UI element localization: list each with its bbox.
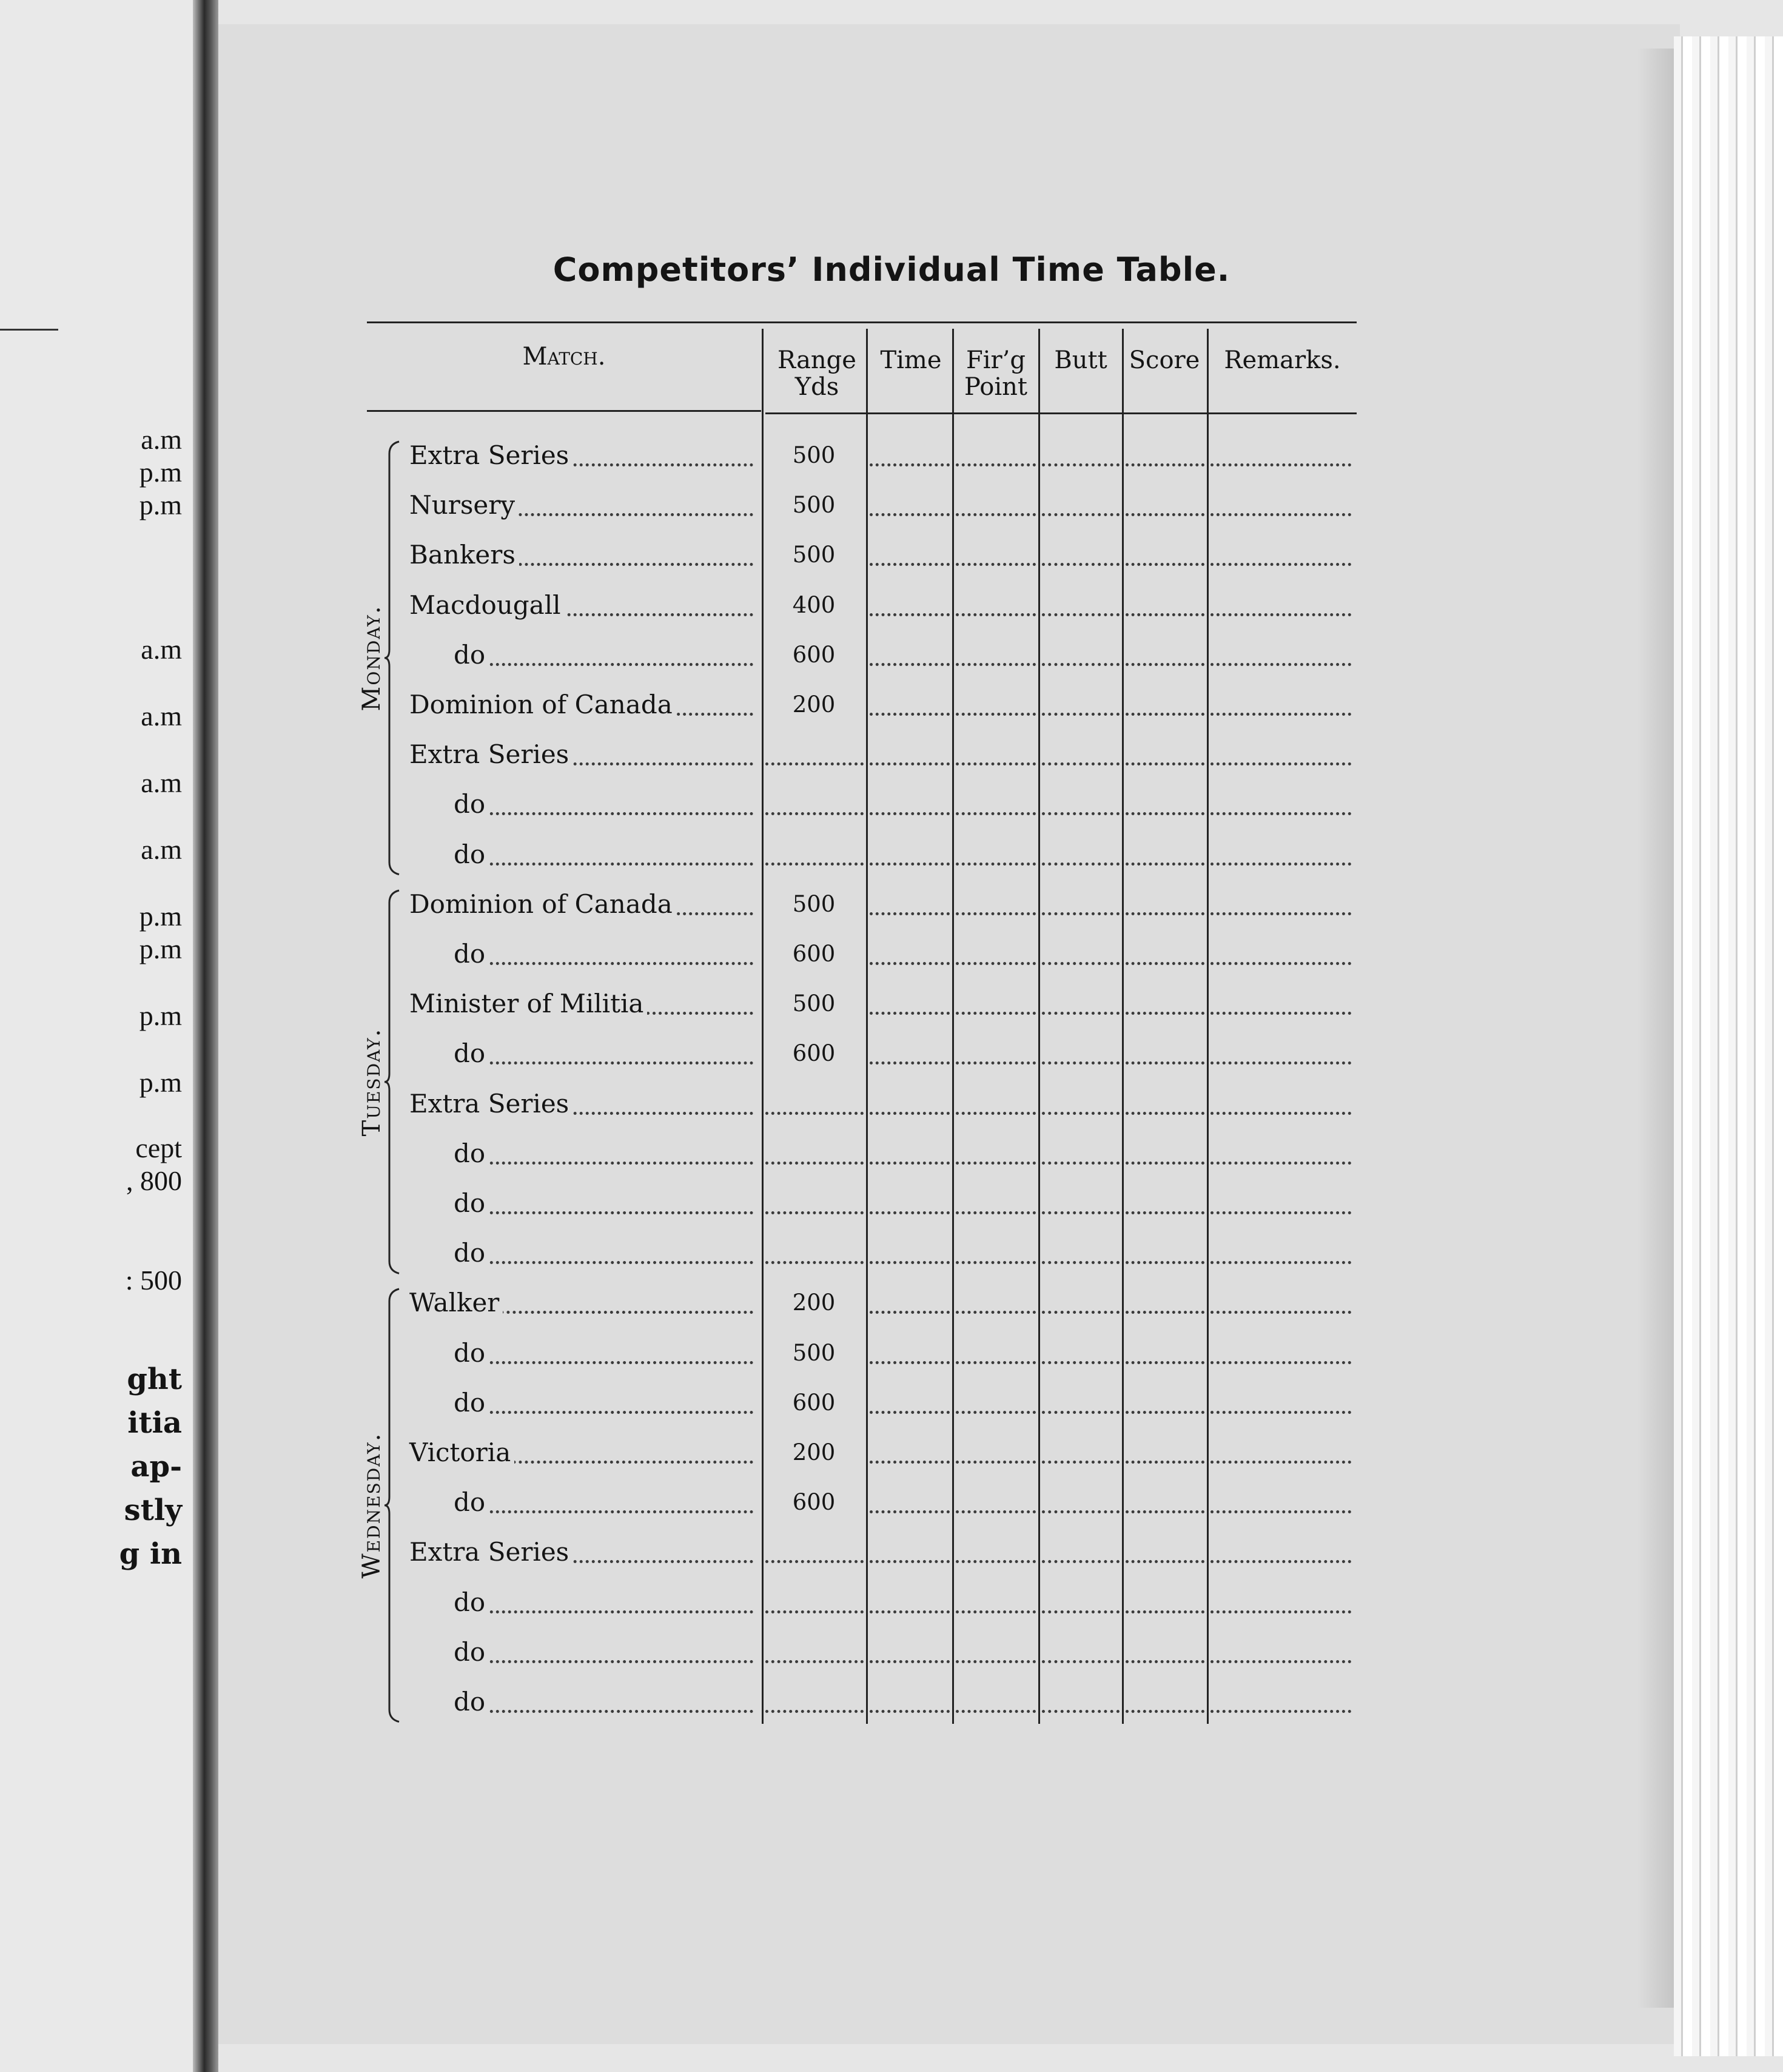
entry-dots xyxy=(870,713,950,716)
entry-dots xyxy=(870,962,950,965)
entry-dots xyxy=(1126,1411,1204,1414)
match-name: do xyxy=(454,1191,489,1216)
entry-dots xyxy=(1126,663,1204,666)
entry-dots xyxy=(1042,1610,1120,1613)
entry-dots xyxy=(1126,912,1204,915)
entry-dots xyxy=(1042,1660,1120,1663)
range-yards: 600 xyxy=(792,1040,836,1067)
column-divider-firing xyxy=(952,329,954,1724)
entry-dots xyxy=(1126,713,1204,716)
entry-dots xyxy=(1210,863,1351,866)
entry-dots xyxy=(1042,812,1120,815)
left-page-fragment-text: g in xyxy=(119,1537,182,1571)
match-leader-dots xyxy=(454,1610,753,1613)
column-divider-butt xyxy=(1038,329,1040,1724)
match-name: do xyxy=(454,1340,489,1366)
left-page-fragment-text: , 800 xyxy=(126,1165,182,1196)
match-name: do xyxy=(454,1490,489,1515)
entry-dots xyxy=(956,1261,1036,1264)
entry-dots xyxy=(1210,513,1351,516)
entry-dots xyxy=(1210,663,1351,666)
entry-dots xyxy=(956,1211,1036,1214)
entry-dots xyxy=(1042,713,1120,716)
match-name: Extra Series xyxy=(409,443,573,468)
entry-dots xyxy=(1042,1311,1120,1314)
entry-dots xyxy=(1210,1061,1351,1065)
entry-dots xyxy=(956,1361,1036,1364)
entry-dots xyxy=(1042,1061,1120,1065)
match-leader-dots xyxy=(454,1411,753,1414)
entry-dots xyxy=(870,1361,950,1364)
entry-dots xyxy=(1210,1361,1351,1364)
entry-dots xyxy=(870,1012,950,1015)
entry-dots xyxy=(870,1510,950,1513)
entry-dots xyxy=(870,1560,950,1563)
left-page-fragment-text: p.m xyxy=(139,933,182,964)
entry-dots xyxy=(1042,1461,1120,1464)
entry-dots xyxy=(956,513,1036,516)
entry-dots xyxy=(870,812,950,815)
entry-dots xyxy=(1042,663,1120,666)
left-page-fragment-text: cept xyxy=(135,1132,182,1163)
entry-dots xyxy=(1210,762,1351,765)
match-name: Walker xyxy=(409,1290,503,1316)
entry-dots xyxy=(1042,762,1120,765)
range-yards: 500 xyxy=(792,1339,836,1366)
entry-dots xyxy=(870,1411,950,1414)
range-yards: 500 xyxy=(792,442,836,468)
entry-dots xyxy=(1210,962,1351,965)
right-page xyxy=(218,24,1680,2044)
entry-dots xyxy=(765,1710,864,1713)
entry-dots xyxy=(1126,1311,1204,1314)
entry-dots xyxy=(870,912,950,915)
entry-dots xyxy=(765,863,864,866)
header-range-line2: Yds xyxy=(794,373,839,401)
entry-dots xyxy=(956,1710,1036,1713)
entry-dots xyxy=(1126,1261,1204,1264)
match-leader-dots xyxy=(454,1361,753,1364)
entry-dots xyxy=(870,1261,950,1264)
match-leader-dots xyxy=(454,1061,753,1065)
left-page-fragment-text: ap- xyxy=(130,1450,182,1484)
header-firing-point xyxy=(953,347,1038,400)
entry-dots xyxy=(1126,1710,1204,1713)
entry-dots xyxy=(1126,762,1204,765)
entry-dots xyxy=(1126,613,1204,616)
entry-dots xyxy=(956,663,1036,666)
entry-dots xyxy=(956,1510,1036,1513)
match-leader-dots xyxy=(454,1510,753,1513)
entry-dots xyxy=(1126,1560,1204,1563)
tuesday-brace xyxy=(383,889,408,1274)
column-divider-range xyxy=(762,329,764,1724)
match-name: do xyxy=(454,792,489,817)
entry-dots xyxy=(1042,1261,1120,1264)
entry-dots xyxy=(1042,1162,1120,1165)
entry-dots xyxy=(1126,513,1204,516)
entry-dots xyxy=(956,613,1036,616)
entry-dots xyxy=(1126,1012,1204,1015)
entry-dots xyxy=(1126,1061,1204,1065)
entry-dots xyxy=(870,1311,950,1314)
match-name: Nursery xyxy=(409,493,519,518)
entry-dots xyxy=(1126,1610,1204,1613)
page-edges xyxy=(1674,36,1783,2056)
entry-dots xyxy=(1126,962,1204,965)
header-range-line1: Range xyxy=(777,346,856,374)
monday-label: Monday. xyxy=(358,605,386,711)
range-yards: 200 xyxy=(792,1290,836,1316)
match-name: do xyxy=(454,941,489,967)
range-yards: 400 xyxy=(792,591,836,618)
header-underline-columns xyxy=(765,412,1357,414)
entry-dots xyxy=(1042,563,1120,566)
entry-dots xyxy=(870,1710,950,1713)
header-match: Match. xyxy=(522,343,606,371)
left-page-fragment-text: p.m xyxy=(139,1000,182,1031)
range-yards: 600 xyxy=(792,641,836,668)
column-divider-remarks xyxy=(1207,329,1209,1724)
entry-dots xyxy=(956,1061,1036,1065)
match-name: do xyxy=(454,842,489,867)
entry-dots xyxy=(956,863,1036,866)
entry-dots xyxy=(870,1660,950,1663)
entry-dots xyxy=(1042,1510,1120,1513)
entry-dots xyxy=(1042,463,1120,466)
entry-dots xyxy=(1042,613,1120,616)
entry-dots xyxy=(956,762,1036,765)
entry-dots xyxy=(1210,1112,1351,1115)
match-leader-dots xyxy=(454,1261,753,1264)
entry-dots xyxy=(1210,1162,1351,1165)
match-name: do xyxy=(454,1640,489,1665)
match-name: Bankers xyxy=(409,542,519,568)
book-spine xyxy=(193,0,218,2072)
left-page-fragment-text: stly xyxy=(124,1493,182,1527)
match-name: Extra Series xyxy=(409,1091,573,1117)
match-leader-dots xyxy=(454,863,753,866)
entry-dots xyxy=(1210,713,1351,716)
wednesday-label: Wednesday. xyxy=(358,1432,386,1579)
entry-dots xyxy=(1126,1112,1204,1115)
left-page-fragment-text: a.m xyxy=(141,834,182,865)
entry-dots xyxy=(1210,1660,1351,1663)
entry-dots xyxy=(1210,1610,1351,1613)
entry-dots xyxy=(956,1311,1036,1314)
entry-dots xyxy=(956,962,1036,965)
match-name: Dominion of Canada xyxy=(409,692,676,718)
entry-dots xyxy=(1210,613,1351,616)
entry-dots xyxy=(956,1660,1036,1663)
entry-dots xyxy=(1126,1461,1204,1464)
entry-dots xyxy=(1042,1411,1120,1414)
entry-dots xyxy=(1210,1411,1351,1414)
range-yards: 600 xyxy=(792,1389,836,1416)
entry-dots xyxy=(956,1610,1036,1613)
monday-brace xyxy=(383,440,408,876)
range-yards: 500 xyxy=(792,991,836,1017)
match-name: do xyxy=(454,1041,489,1066)
entry-dots xyxy=(765,1261,864,1264)
entry-dots xyxy=(870,1162,950,1165)
entry-dots xyxy=(1126,812,1204,815)
match-leader-dots xyxy=(454,962,753,965)
range-yards: 500 xyxy=(792,542,836,568)
entry-dots xyxy=(1210,1211,1351,1214)
range-yards: 500 xyxy=(792,492,836,519)
entry-dots xyxy=(1210,1261,1351,1264)
entry-dots xyxy=(1126,1660,1204,1663)
left-page-fragment-text: p.m xyxy=(139,901,182,932)
entry-dots xyxy=(1042,1112,1120,1115)
entry-dots xyxy=(870,463,950,466)
match-name: do xyxy=(454,1590,489,1615)
left-page-fragment xyxy=(0,0,209,2072)
tuesday-label: Tuesday. xyxy=(358,1028,386,1136)
entry-dots xyxy=(1210,1461,1351,1464)
entry-dots xyxy=(1210,1510,1351,1513)
entry-dots xyxy=(1210,1012,1351,1015)
range-yards: 200 xyxy=(792,1439,836,1465)
entry-dots xyxy=(956,1112,1036,1115)
match-leader-dots xyxy=(454,1162,753,1165)
entry-dots xyxy=(956,463,1036,466)
header-underline-match xyxy=(367,410,761,412)
range-yards: 600 xyxy=(792,1489,836,1516)
left-page-fragment-text: itia xyxy=(127,1406,182,1440)
entry-dots xyxy=(870,1461,950,1464)
entry-dots xyxy=(956,812,1036,815)
match-name: do xyxy=(454,1689,489,1715)
entry-dots xyxy=(870,1211,950,1214)
left-page-fragment-text: : 500 xyxy=(125,1265,182,1296)
entry-dots xyxy=(1126,463,1204,466)
match-name: Minister of Militia xyxy=(409,991,647,1017)
match-leader-dots xyxy=(454,663,753,666)
entry-dots xyxy=(956,563,1036,566)
entry-dots xyxy=(870,663,950,666)
header-firing-line2: Point xyxy=(964,373,1027,401)
match-leader-dots xyxy=(454,812,753,815)
header-firing-line1: Fir’g xyxy=(966,346,1026,374)
entry-dots xyxy=(1210,563,1351,566)
entry-dots xyxy=(1042,1211,1120,1214)
left-page-fragment-text: a.m xyxy=(141,424,182,455)
entry-dots xyxy=(1126,1162,1204,1165)
entry-dots xyxy=(1210,1710,1351,1713)
entry-dots xyxy=(1042,962,1120,965)
match-name: Macdougall xyxy=(409,593,565,618)
entry-dots xyxy=(870,863,950,866)
header-time: Time xyxy=(880,346,942,374)
left-page-fragment-text: a.m xyxy=(141,701,182,732)
entry-dots xyxy=(1210,912,1351,915)
entry-dots xyxy=(956,1461,1036,1464)
match-leader-dots xyxy=(454,1710,753,1713)
match-name: Dominion of Canada xyxy=(409,892,676,917)
entry-dots xyxy=(765,1162,864,1165)
entry-dots xyxy=(1126,1361,1204,1364)
entry-dots xyxy=(1042,1012,1120,1015)
match-name: do xyxy=(454,1141,489,1166)
top-rule xyxy=(367,321,1357,323)
match-name: do xyxy=(454,1240,489,1266)
header-butt: Butt xyxy=(1054,346,1107,374)
entry-dots xyxy=(1042,1710,1120,1713)
left-page-fragment-text: p.m xyxy=(139,489,182,520)
entry-dots xyxy=(870,563,950,566)
match-name: do xyxy=(454,1390,489,1416)
entry-dots xyxy=(765,1610,864,1613)
entry-dots xyxy=(956,912,1036,915)
header-remarks: Remarks. xyxy=(1224,346,1341,374)
entry-dots xyxy=(1042,1560,1120,1563)
entry-dots xyxy=(1126,563,1204,566)
wednesday-brace xyxy=(383,1288,408,1723)
column-divider-time xyxy=(866,329,868,1724)
entry-dots xyxy=(870,1112,950,1115)
entry-dots xyxy=(870,513,950,516)
left-page-fragment-text: a.m xyxy=(141,634,182,665)
match-name: Extra Series xyxy=(409,1539,573,1565)
header-range xyxy=(765,347,868,400)
entry-dots xyxy=(956,713,1036,716)
entry-dots xyxy=(956,1162,1036,1165)
entry-dots xyxy=(870,1061,950,1065)
entry-dots xyxy=(765,1112,864,1115)
entry-dots xyxy=(1210,463,1351,466)
entry-dots xyxy=(1042,863,1120,866)
left-page-fragment-text: ght xyxy=(127,1362,182,1396)
match-leader-dots xyxy=(454,1660,753,1663)
entry-dots xyxy=(1210,812,1351,815)
entry-dots xyxy=(1126,1510,1204,1513)
entry-dots xyxy=(1042,912,1120,915)
left-page-fragment-text: p.m xyxy=(139,457,182,488)
header-score: Score xyxy=(1129,346,1200,374)
entry-dots xyxy=(765,1560,864,1563)
entry-dots xyxy=(1042,513,1120,516)
match-name: Extra Series xyxy=(409,742,573,767)
entry-dots xyxy=(1042,1361,1120,1364)
range-yards: 500 xyxy=(792,890,836,917)
entry-dots xyxy=(1126,1211,1204,1214)
range-yards: 200 xyxy=(792,691,836,718)
match-name: do xyxy=(454,642,489,668)
page-title: Competitors’ Individual Time Table. xyxy=(552,251,1231,289)
entry-dots xyxy=(956,1012,1036,1015)
entry-dots xyxy=(1210,1560,1351,1563)
entry-dots xyxy=(956,1411,1036,1414)
entry-dots xyxy=(956,1560,1036,1563)
left-page-fragment-text: a.m xyxy=(141,767,182,798)
entry-dots xyxy=(870,613,950,616)
entry-dots xyxy=(1126,863,1204,866)
entry-dots xyxy=(765,1211,864,1214)
entry-dots xyxy=(1210,1311,1351,1314)
left-page-rule xyxy=(0,329,58,331)
entry-dots xyxy=(765,762,864,765)
match-leader-dots xyxy=(454,1211,753,1214)
entry-dots xyxy=(765,812,864,815)
column-divider-score xyxy=(1122,329,1124,1724)
range-yards: 600 xyxy=(792,941,836,967)
entry-dots xyxy=(870,1610,950,1613)
match-name: Victoria xyxy=(409,1440,514,1465)
entry-dots xyxy=(870,762,950,765)
left-page-fragment-text: p.m xyxy=(139,1067,182,1098)
entry-dots xyxy=(765,1660,864,1663)
